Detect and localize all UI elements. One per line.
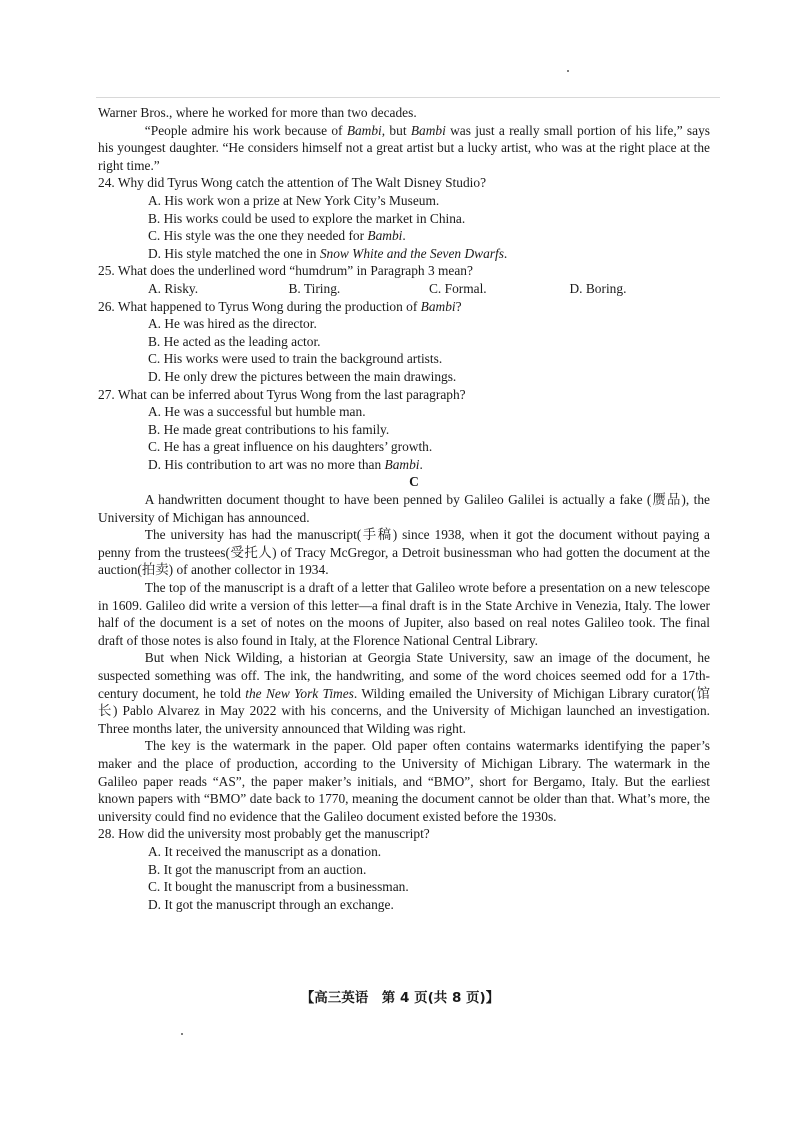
passage-b-last-line: Warner Bros., where he worked for more than two decades. xyxy=(98,105,417,120)
option-punct: . xyxy=(419,456,423,472)
question-25-option-a[interactable]: A. Risky. xyxy=(148,280,199,296)
quote-text-2: , but xyxy=(381,122,411,138)
passage-c-paragraph-1: A handwritten document thought to have been penned by Galileo Galilei is actually a fake (赝品), the University of Michigan has announced. xyxy=(98,492,710,525)
stem-title: Bambi xyxy=(420,298,456,314)
stem-punct: ? xyxy=(455,298,462,314)
passage-b-quote-paragraph xyxy=(98,122,710,175)
question-26-option-d[interactable]: D. He only drew the pictures between the main drawings. xyxy=(148,368,457,384)
page-footer: 【高三英语 第 4 页(共 8 页)】 xyxy=(300,990,500,1006)
question-26-stem xyxy=(98,298,710,316)
page-content xyxy=(98,104,710,913)
quote-title-2: Bambi xyxy=(410,122,446,138)
question-27-option-a[interactable]: A. He was a successful but humble man. xyxy=(148,404,366,420)
header-rule xyxy=(96,97,720,98)
question-27-option-c[interactable]: C. He has a great influence on his daughters’ growth. xyxy=(148,439,433,455)
option-title: Snow White and the Seven Dwarfs xyxy=(319,245,504,261)
option-text: D. His style matched the one in xyxy=(148,245,320,261)
newspaper-title: the New York Times xyxy=(245,685,354,701)
question-28-option-d[interactable]: D. It got the manuscript through an exchange. xyxy=(148,896,394,912)
question-25-stem: 25. What does the underlined word “humdrum” in Paragraph 3 mean? xyxy=(98,263,473,279)
option-text: C. His style was the one they needed for xyxy=(148,228,368,244)
question-28-option-a[interactable]: A. It received the manuscript as a donation. xyxy=(148,843,382,859)
question-24-option-c[interactable] xyxy=(118,227,710,245)
option-punct: . xyxy=(402,228,406,244)
passage-c-paragraph-5: The key is the watermark in the paper. Old paper often contains watermarks identifying the paper’s maker and the place of production, according to the University of Michigan Library. The watermark in the Galileo paper reads “AS”, the paper maker’s initials, and “BMO”, short for Bergamo, Italy. But the earliest known papers with “BMO” date back to 1770, meaning the document cannot be older than that. What’s more, the university could find no evidence that the Galileo document existed before the 1930s. xyxy=(98,738,710,824)
question-27-option-b[interactable]: B. He made great contributions to his family. xyxy=(148,421,390,437)
question-26-option-b[interactable]: B. He acted as the leading actor. xyxy=(148,333,321,349)
question-24-option-d[interactable] xyxy=(118,245,710,263)
option-text: D. His contribution to art was no more than xyxy=(148,456,385,472)
quote-text-3: was just a really small portion of his life,” says his youngest daughter. “He considers himself not a great artist but a lucky artist, who was at the right place at the right time.” xyxy=(98,122,710,173)
scan-speck xyxy=(567,70,569,72)
quote-title-1: Bambi xyxy=(346,122,382,138)
question-24-option-a[interactable]: A. His work won a prize at New York City’s Museum. xyxy=(148,192,440,208)
quote-text-1: “People admire his work because of xyxy=(144,122,347,138)
paragraph-text: But when Nick Wilding, a historian at Georgia State University, saw an image of the document, he suspected something was off. The ink, the handwriting, and some of the word choices seemed odd for a 17th-century document, he told xyxy=(98,650,710,701)
question-27-option-d[interactable] xyxy=(118,456,710,474)
question-25-options xyxy=(118,280,710,298)
question-28-option-c[interactable]: C. It bought the manuscript from a businessman. xyxy=(148,879,409,895)
question-28-stem: 28. How did the university most probably get the manuscript? xyxy=(98,826,430,842)
question-28-option-b[interactable]: B. It got the manuscript from an auction. xyxy=(148,861,367,877)
paragraph-text: . Wilding emailed the University of Michigan Library curator(馆长) Pablo Alvarez in May 2022 with his concerns, and the University of Michigan launched an investigation. Three months later, the university announced that Wilding was right. xyxy=(98,685,710,736)
option-title: Bambi xyxy=(367,228,403,244)
stem-text: 26. What happened to Tyrus Wong during the production of xyxy=(98,298,421,314)
section-c-heading: C xyxy=(409,474,419,490)
question-24-option-b[interactable]: B. His works could be used to explore the market in China. xyxy=(148,210,466,226)
option-title: Bambi xyxy=(384,456,420,472)
passage-c-paragraph-3: The top of the manuscript is a draft of a letter that Galileo wrote before a presentation on a new telescope in 1609. Galileo did write a version of this letter—a final draft is in the State Archive in Venezia, Italy. The lower half of the document is a set of notes on the moons of Jupiter, also based on real notes Galileo took. The final draft of those notes is also found in Italy, at the Florence National Central Library. xyxy=(98,580,710,648)
question-24-stem: 24. Why did Tyrus Wong catch the attention of The Walt Disney Studio? xyxy=(98,175,487,191)
passage-c-paragraph-4 xyxy=(98,649,710,737)
option-punct: . xyxy=(503,245,508,261)
question-27-stem: 27. What can be inferred about Tyrus Wong from the last paragraph? xyxy=(98,386,466,402)
passage-c-paragraph-2: The university has had the manuscript(手稿) since 1938, when it got the document without paying a penny from the trustees(受托人) of Tracy McGregor, a Detroit businessman who had gotten the document at the auction(拍卖) of another collector in 1934. xyxy=(98,527,710,578)
question-25-option-b[interactable]: B. Tiring. xyxy=(288,280,341,296)
question-26-option-a[interactable]: A. He was hired as the director. xyxy=(148,316,317,332)
question-26-option-c[interactable]: C. His works were used to train the background artists. xyxy=(148,351,443,367)
question-25-option-c[interactable]: C. Formal. xyxy=(429,280,487,296)
question-25-option-d[interactable]: D. Boring. xyxy=(569,280,627,296)
scan-speck xyxy=(181,1033,183,1035)
